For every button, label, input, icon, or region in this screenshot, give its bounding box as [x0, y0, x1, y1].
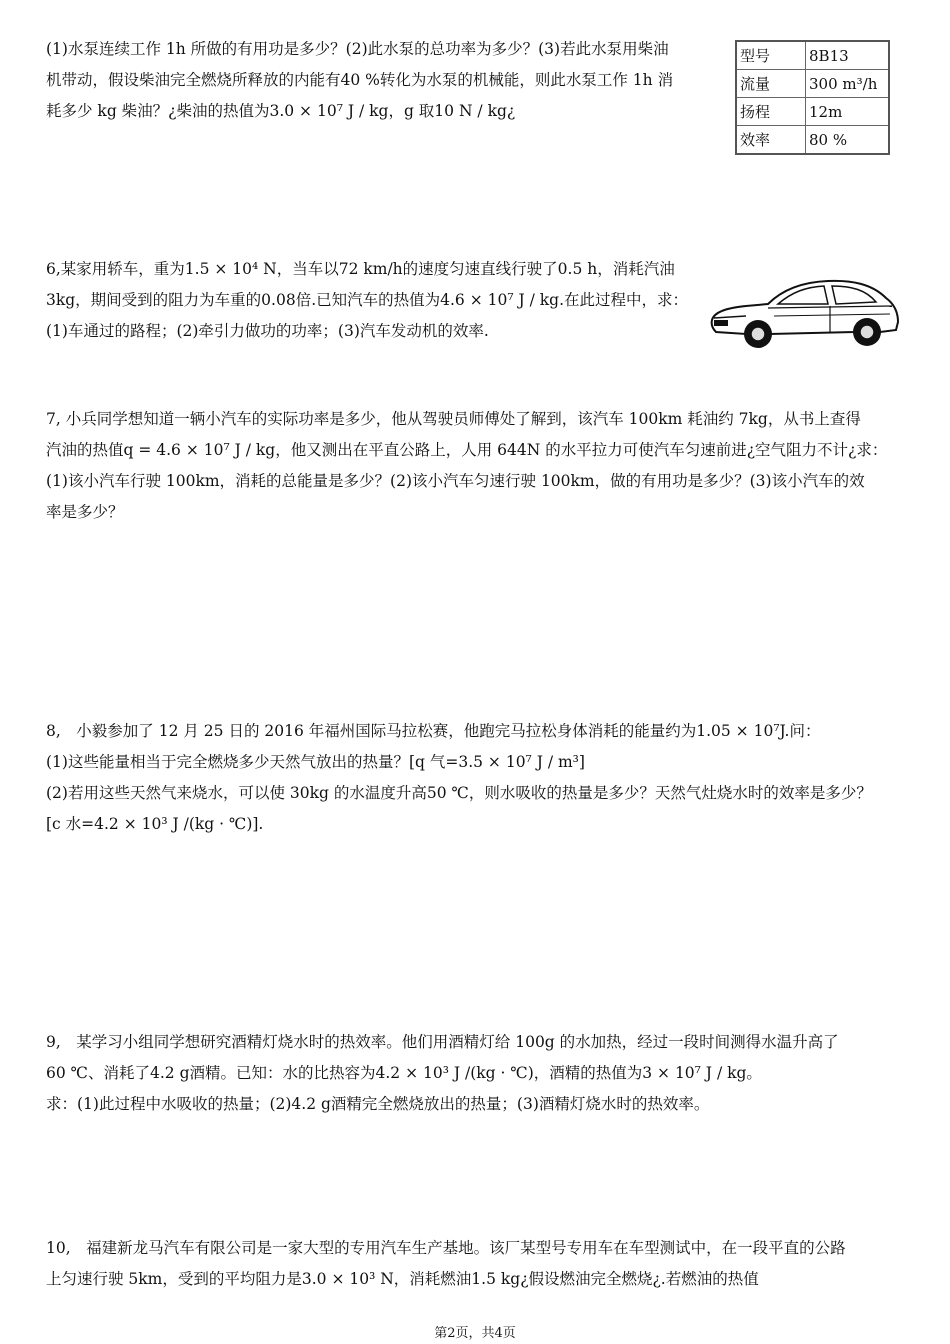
table-cell-value: 80 %	[806, 126, 890, 155]
table-row	[736, 41, 889, 70]
table-cell-label: 流量	[736, 70, 806, 98]
text-line: (1)车通过的路程；(2)牵引力做功的功率；(3)汽车发动机的效率.	[46, 322, 489, 340]
table-cell-value: 300 m³/h	[806, 70, 890, 98]
car-illustration	[706, 268, 902, 352]
text-line: [c 水=4.2 × 10³ J /(kg · ℃)].	[46, 815, 264, 833]
question-8-text	[46, 716, 926, 840]
text-line: 7, 小兵同学想知道一辆小汽车的实际功率是多少，他从驾驶员师傅处了解到，该汽车 100km 耗油约 7kg，从书上查得	[46, 410, 861, 428]
text-line: 6,某家用轿车，重为1.5 × 10⁴ N，当车以72 km/h的速度匀速直线行驶了0.5 h，消耗汽油	[46, 260, 675, 278]
text-line: 9, 某学习小组同学想研究酒精灯烧水时的热效率。他们用酒精灯给 100g 的水加热，经过一段时间测得水温升高了	[46, 1033, 839, 1051]
table-row	[736, 98, 889, 126]
question-5-text	[46, 34, 716, 127]
table-cell-label: 型号	[736, 41, 806, 70]
text-line: 耗多少 kg 柴油？¿柴油的热值为3.0 × 10⁷ J / kg，g 取10 N / kg¿	[46, 102, 516, 120]
question-6-text	[46, 254, 706, 347]
text-line: 机带动，假设柴油完全燃烧所释放的内能有40 %转化为水泵的机械能，则此水泵工作 1h 消	[46, 71, 674, 89]
text-line: 上匀速行驶 5km，受到的平均阻力是3.0 × 10³ N，消耗燃油1.5 kg¿假设燃油完全燃烧¿.若燃油的热值	[46, 1270, 759, 1288]
question-9-text	[46, 1027, 926, 1120]
table-row	[736, 126, 889, 155]
question-10-text	[46, 1233, 926, 1295]
text-line: 60 ℃、消耗了4.2 g酒精。已知：水的比热容为4.2 × 10³ J /(kg · ℃)，酒精的热值为3 × 10⁷ J / kg。	[46, 1064, 762, 1082]
text-line: (1)该小汽车行驶 100km，消耗的总能量是多少？(2)该小汽车匀速行驶 100km，做的有用功是多少？(3)该小汽车的效	[46, 472, 865, 490]
text-line: (1)水泵连续工作 1h 所做的有用功是多少？(2)此水泵的总功率为多少？(3)若此水泵用柴油	[46, 40, 669, 58]
table-cell-value: 12m	[806, 98, 890, 126]
question-7-text	[46, 404, 916, 528]
text-line: (2)若用这些天然气来烧水，可以使 30kg 的水温度升高50 ℃，则水吸收的热量是多少？天然气灶烧水时的效率是多少？	[46, 784, 872, 802]
table-cell-label: 效率	[736, 126, 806, 155]
text-line: 汽油的热值q = 4.6 × 10⁷ J / kg，他又测出在平直公路上，人用 644N 的水平拉力可使汽车匀速前进¿空气阻力不计¿求：	[46, 441, 888, 459]
table-cell-value: 8B13	[806, 41, 890, 70]
text-line: 10, 福建新龙马汽车有限公司是一家大型的专用汽车生产基地。该厂某型号专用车在车型测试中，在一段平直的公路	[46, 1239, 846, 1257]
table-cell-label: 扬程	[736, 98, 806, 126]
text-line: 8, 小毅参加了 12 月 25 日的 2016 年福州国际马拉松赛，他跑完马拉松身体消耗的能量约为1.05 × 10⁷J.问：	[46, 722, 821, 740]
pump-spec-table	[735, 40, 890, 155]
text-line: 率是多少？	[46, 503, 124, 521]
text-line: (1)这些能量相当于完全燃烧多少天然气放出的热量？[q 气=3.5 × 10⁷ J / m³]	[46, 753, 585, 771]
page-footer: 第2页，共4页	[434, 1326, 516, 1341]
text-line: 3kg，期间受到的阻力为车重的0.08倍.已知汽车的热值为4.6 × 10⁷ J / kg.在此过程中，求：	[46, 291, 689, 309]
text-line: 求：(1)此过程中水吸收的热量；(2)4.2 g酒精完全燃烧放出的热量；(3)酒精灯烧水时的热效率。	[46, 1095, 710, 1113]
table-row	[736, 70, 889, 98]
